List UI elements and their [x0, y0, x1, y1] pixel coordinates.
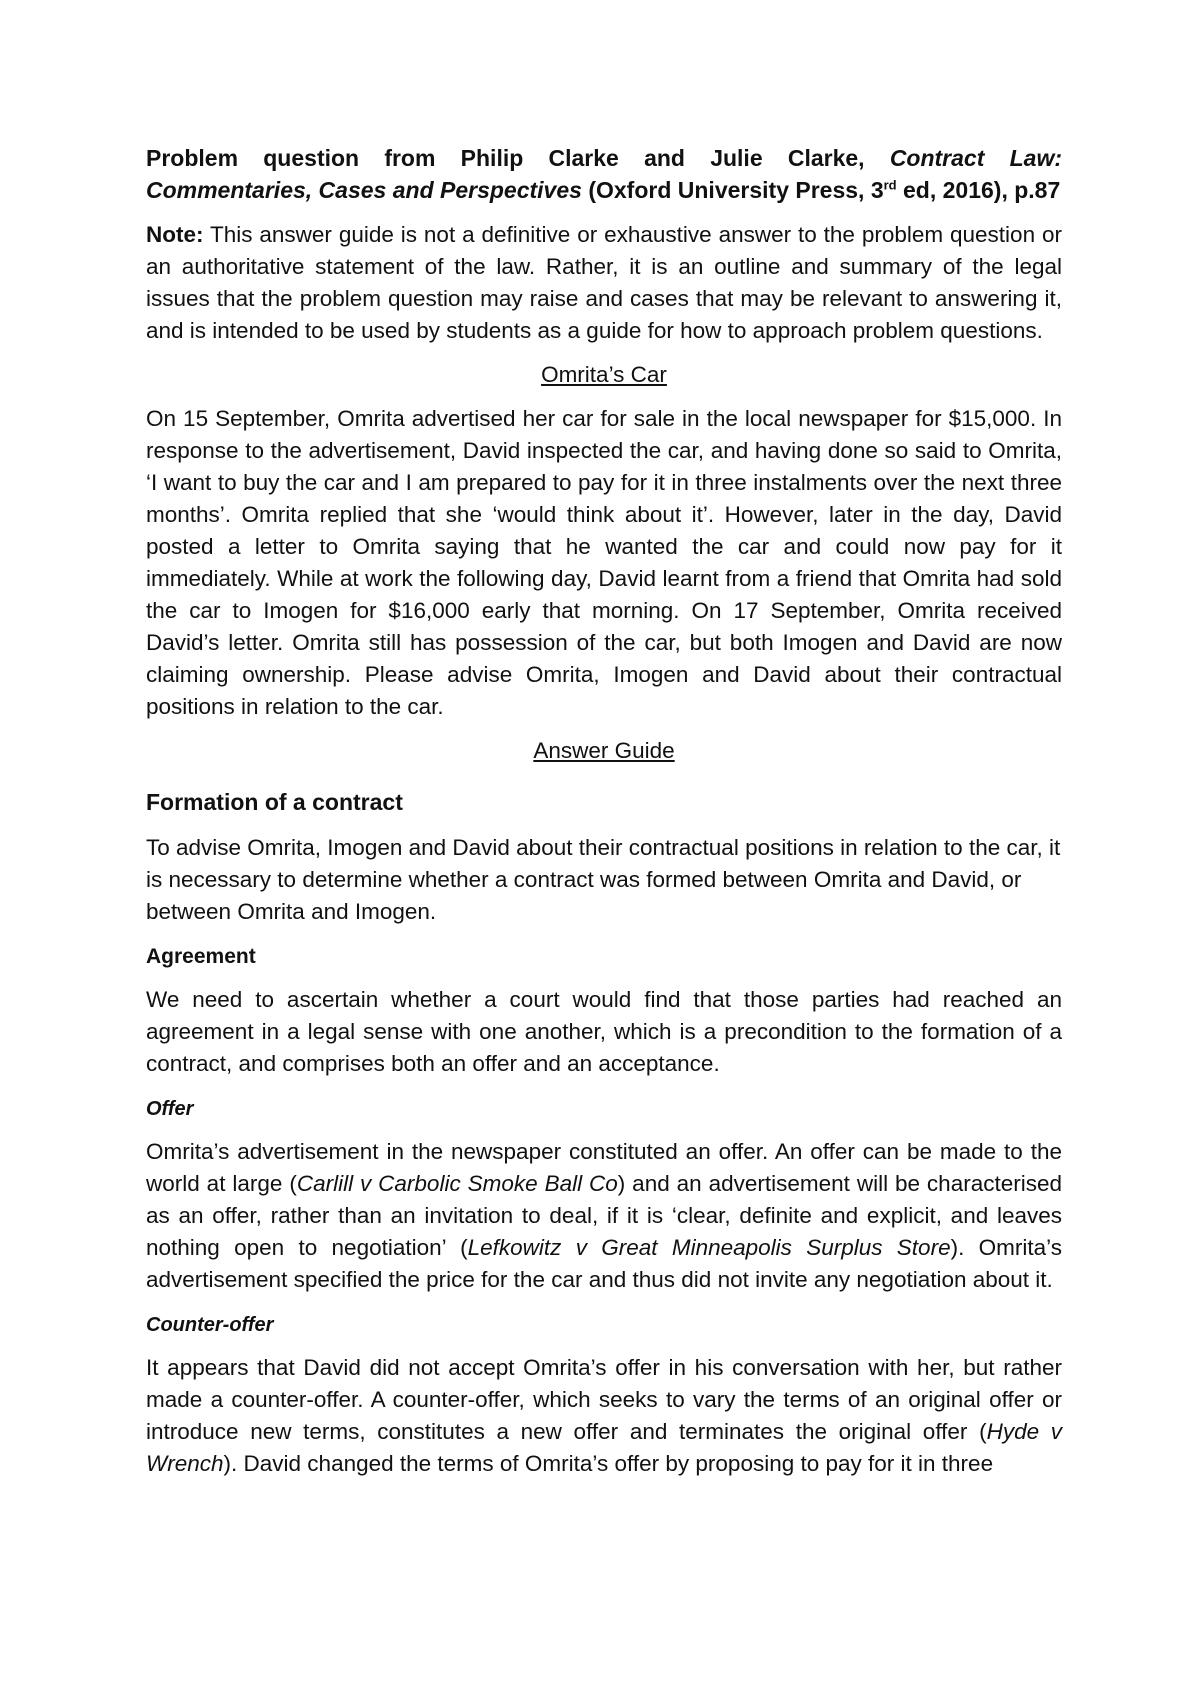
counter-text-2: ). David changed the terms of Omrita’s offer by proposing to pay for it in three [223, 1451, 994, 1476]
counter-offer-heading: Counter-offer [146, 1314, 274, 1336]
case-lefkowitz: Lefkowitz v Great Minneapolis Surplus Store [467, 1235, 951, 1260]
offer-text-3: ). Omrita’s advertisement specified the price for the car and thus did not invite any negotiation about it. [146, 1235, 1062, 1292]
note-text: This answer guide is not a definitive or exhaustive answer to the problem question or an authoritative statement of the law. Rather, it is an outline and summary of the legal issues that the problem question may raise and cases that may be relevant to answering it, and is intended to be used by students as a guide for how to approach problem questions. [146, 222, 1062, 343]
note-label: Note: [146, 222, 204, 247]
note-paragraph [146, 219, 1062, 347]
offer-text-1: Omrita’s advertisement in the newspaper constituted an offer. An offer can be made to the world at large ( [146, 1139, 1062, 1196]
heading-text-2: (Oxford University Press, 3 [581, 177, 884, 203]
heading-text-1: Problem question from Philip Clarke and Julie Clarke, [146, 145, 890, 171]
counter-offer-paragraph [146, 1352, 1062, 1480]
offer-text-2: ) and an advertisement will be characterised as an offer, rather than an invitation to deal, if it is ‘clear, definite and explicit, and leaves nothing open to negotiation’ ( [146, 1171, 1062, 1260]
offer-paragraph [146, 1136, 1062, 1296]
formation-heading: Formation of a contract [146, 789, 403, 815]
case-hyde: Hyde v Wrench [146, 1419, 1063, 1476]
heading-text-3: ed, 2016), p.87 [896, 177, 1061, 203]
agreement-paragraph: We need to ascertain whether a court would find that those parties had reached an agreement in a legal sense with one another, which is a precondition to the formation of a contract, and comprises both an offer and an acceptance. [146, 987, 1062, 1076]
answer-guide-title: Answer Guide [533, 738, 675, 763]
formation-paragraph: To advise Omrita, Imogen and David about their contractual positions in relation to the car, it is necessary to determine whether a contract was formed between Omrita and David, or between Omrita and Imogen. [146, 835, 1061, 924]
problem-title: Omrita’s Car [541, 362, 667, 387]
edition-superscript: rd [883, 177, 897, 193]
document-heading [146, 142, 1062, 206]
offer-heading: Offer [146, 1098, 194, 1120]
counter-text-1: It appears that David did not accept Omrita’s offer in his conversation with her, but rather made a counter-offer. A counter-offer, which seeks to vary the terms of an original offer or introduce new terms, constitutes a new offer and terminates the original offer ( [146, 1355, 1062, 1444]
case-carlill: Carlill v Carbolic Smoke Ball Co [296, 1171, 618, 1196]
document-page [146, 142, 1062, 1492]
problem-paragraph: On 15 September, Omrita advertised her car for sale in the local newspaper for $15,000. In response to the advertisement, David inspected the car, and having done so said to Omrita, ‘I want to buy the car and I am prepared to pay for it in three instalments over the next three months’. Omrita replied that she ‘would think about it’. However, later in the day, David posted a letter to Omrita saying that he wanted the car and could now pay for it immediately. While at work the following day, David learnt from a friend that Omrita had sold the car to Imogen for $16,000 early that morning. On 17 September, Omrita received David’s letter. Omrita still has possession of the car, but both Imogen and David are now claiming ownership. Please advise Omrita, Imogen and David about their contractual positions in relation to the car. [146, 406, 1062, 719]
agreement-heading: Agreement [146, 945, 256, 968]
book-title: Contract Law: Commentaries, Cases and Perspectives [146, 145, 1062, 203]
